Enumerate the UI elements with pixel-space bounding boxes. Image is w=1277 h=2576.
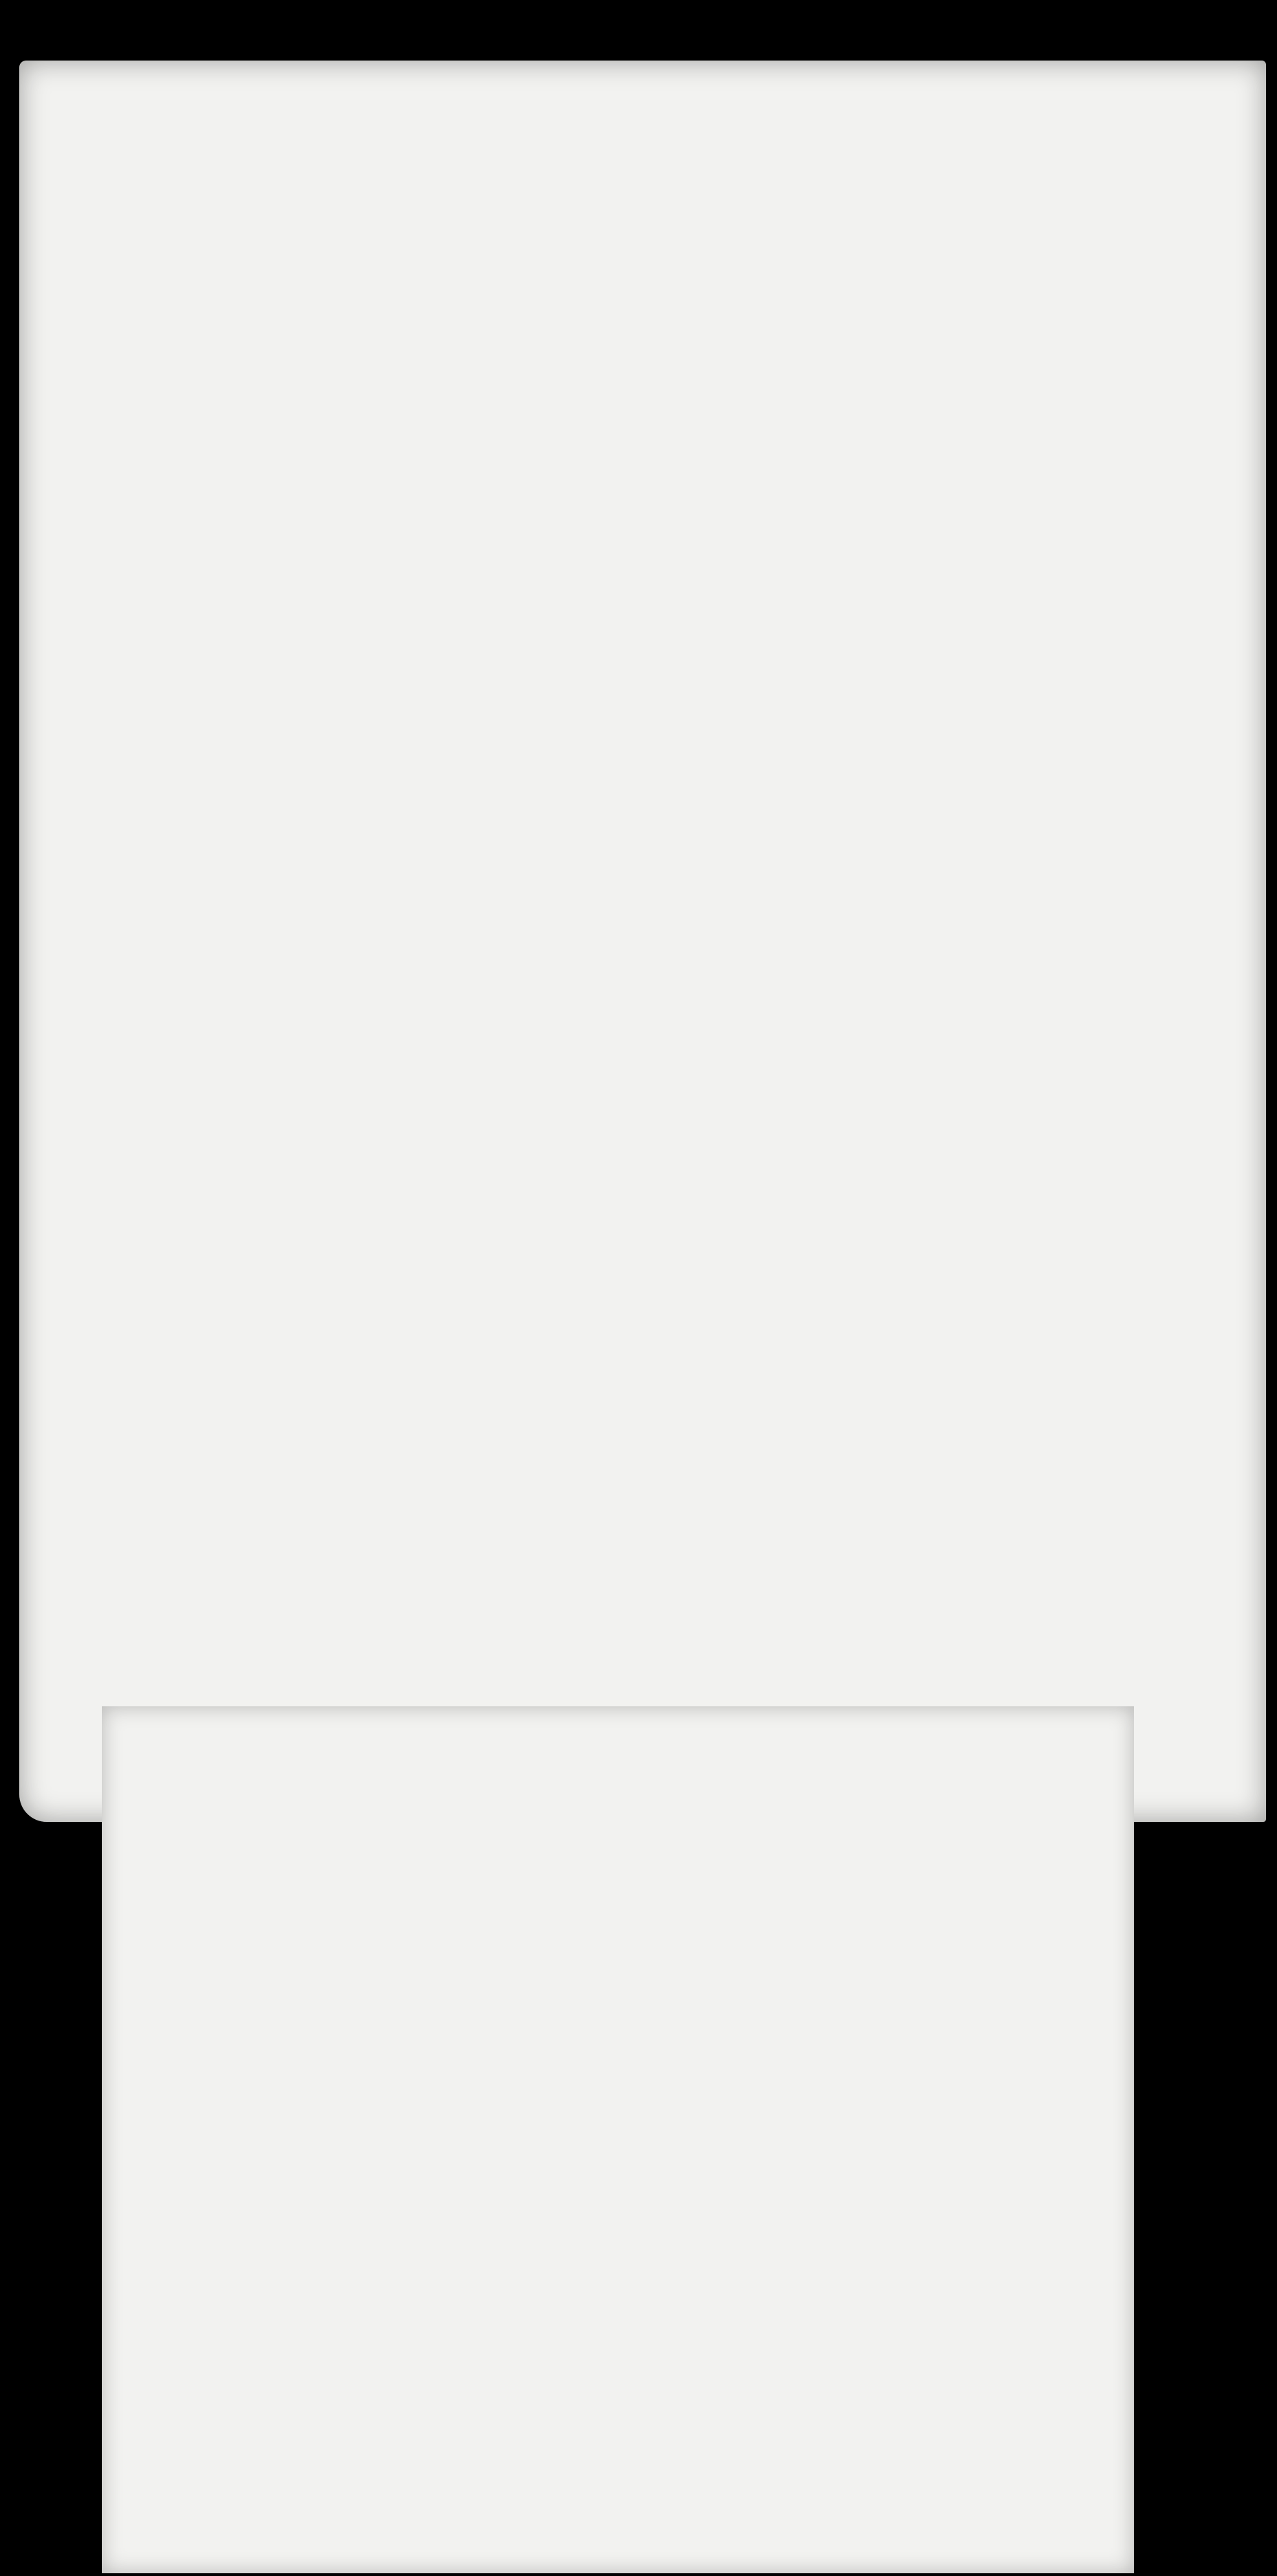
document-sheet-bottom [102,1706,1134,2573]
document-sheet-top [19,61,1266,1822]
